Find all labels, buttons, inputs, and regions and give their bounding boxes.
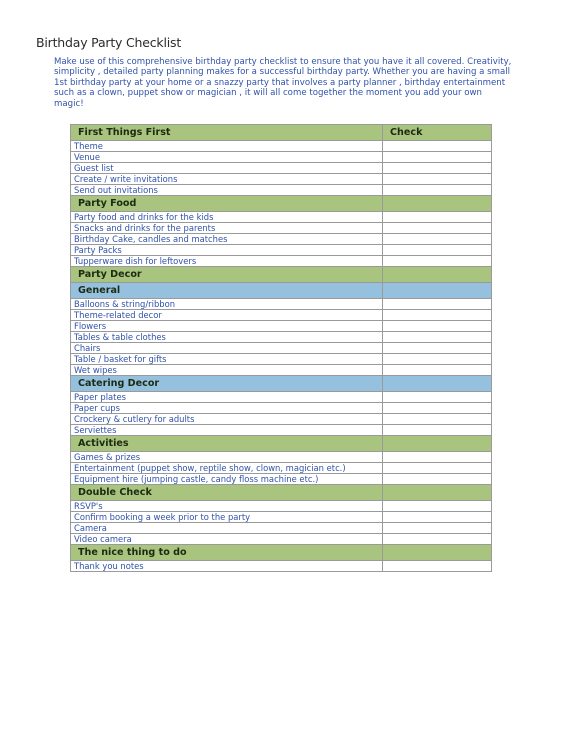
checklist-row	[71, 501, 492, 512]
check-column-header: Check	[383, 125, 492, 141]
section-check-cell	[383, 436, 492, 452]
check-cell[interactable]	[383, 365, 492, 376]
check-cell[interactable]	[383, 245, 492, 256]
checklist-row	[71, 392, 492, 403]
check-cell[interactable]	[383, 321, 492, 332]
checklist-row	[71, 365, 492, 376]
check-cell[interactable]	[383, 523, 492, 534]
checklist-row	[71, 561, 492, 572]
check-cell[interactable]	[383, 425, 492, 436]
section-header-row	[71, 196, 492, 212]
section-check-cell	[383, 545, 492, 561]
check-cell[interactable]	[383, 354, 492, 365]
section-check-cell	[383, 196, 492, 212]
check-cell[interactable]	[383, 392, 492, 403]
section-header-row	[71, 436, 492, 452]
checklist-table	[70, 124, 492, 572]
checklist-item: Paper cups	[71, 403, 383, 414]
checklist-row	[71, 523, 492, 534]
checklist-row	[71, 414, 492, 425]
check-cell[interactable]	[383, 256, 492, 267]
checklist-row	[71, 152, 492, 163]
check-cell[interactable]	[383, 141, 492, 152]
check-cell[interactable]	[383, 223, 492, 234]
checklist-item: Tupperware dish for leftovers	[71, 256, 383, 267]
check-cell[interactable]	[383, 463, 492, 474]
check-cell[interactable]	[383, 212, 492, 223]
check-cell[interactable]	[383, 299, 492, 310]
checklist-item: Party food and drinks for the kids	[71, 212, 383, 223]
checklist-row	[71, 332, 492, 343]
checklist-item: Wet wipes	[71, 365, 383, 376]
checklist-item: Camera	[71, 523, 383, 534]
check-cell[interactable]	[383, 512, 492, 523]
checklist-row	[71, 212, 492, 223]
check-cell[interactable]	[383, 414, 492, 425]
check-cell[interactable]	[383, 343, 492, 354]
checklist-row	[71, 321, 492, 332]
section-heading: Activities	[71, 436, 383, 452]
checklist-item: Confirm booking a week prior to the party	[71, 512, 383, 523]
checklist-item: Create / write invitations	[71, 174, 383, 185]
section-check-cell	[383, 376, 492, 392]
checklist-row	[71, 299, 492, 310]
section-heading: The nice thing to do	[71, 545, 383, 561]
checklist-item: Balloons & string/ribbon	[71, 299, 383, 310]
checklist-row	[71, 174, 492, 185]
checklist-item: Birthday Cake, candles and matches	[71, 234, 383, 245]
checklist-item: Snacks and drinks for the parents	[71, 223, 383, 234]
section-heading: General	[71, 283, 383, 299]
checklist-item: Paper plates	[71, 392, 383, 403]
checklist-row	[71, 512, 492, 523]
section-heading: Party Food	[71, 196, 383, 212]
section-check-cell	[383, 267, 492, 283]
checklist-item: Table / basket for gifts	[71, 354, 383, 365]
section-heading: Double Check	[71, 485, 383, 501]
page-title: Birthday Party Checklist	[36, 35, 182, 50]
checklist-item: Theme	[71, 141, 383, 152]
check-cell[interactable]	[383, 332, 492, 343]
checklist-row	[71, 223, 492, 234]
checklist-item: Tables & table clothes	[71, 332, 383, 343]
checklist-item: Equipment hire (jumping castle, candy floss machine etc.)	[71, 474, 383, 485]
check-cell[interactable]	[383, 152, 492, 163]
checklist-item: Flowers	[71, 321, 383, 332]
checklist-item: Send out invitations	[71, 185, 383, 196]
section-header-row	[71, 267, 492, 283]
checklist-item: Thank you notes	[71, 561, 383, 572]
check-cell[interactable]	[383, 474, 492, 485]
check-cell[interactable]	[383, 452, 492, 463]
check-cell[interactable]	[383, 234, 492, 245]
checklist-item: Guest list	[71, 163, 383, 174]
checklist-row	[71, 185, 492, 196]
intro-paragraph: Make use of this comprehensive birthday party checklist to ensure that you have it all covered. Creativity, simplicity , detailed party planning makes for a successful birthday party. Whether you are having a small 1st birthday party at your home or a snazzy party that involves a party planner , birthday entertainment such as a clown, puppet show or magician , it will all come together the moment you add your own magic!	[54, 57, 512, 109]
checklist-row	[71, 354, 492, 365]
checklist-row	[71, 234, 492, 245]
checklist-item: Serviettes	[71, 425, 383, 436]
checklist-row	[71, 163, 492, 174]
checklist-item: Games & prizes	[71, 452, 383, 463]
section-header-row	[71, 485, 492, 501]
check-cell[interactable]	[383, 561, 492, 572]
checklist-item: RSVP's	[71, 501, 383, 512]
section-heading: Party Decor	[71, 267, 383, 283]
check-cell[interactable]	[383, 174, 492, 185]
checklist-row	[71, 425, 492, 436]
checklist-row	[71, 534, 492, 545]
checklist-row	[71, 256, 492, 267]
section-header-row	[71, 125, 492, 141]
checklist-item: Video camera	[71, 534, 383, 545]
checklist-row	[71, 310, 492, 321]
section-heading: Catering Decor	[71, 376, 383, 392]
check-cell[interactable]	[383, 501, 492, 512]
checklist-item: Venue	[71, 152, 383, 163]
checklist-row	[71, 403, 492, 414]
checklist-row	[71, 245, 492, 256]
section-header-row	[71, 545, 492, 561]
section-header-row	[71, 376, 492, 392]
checklist-item: Theme-related decor	[71, 310, 383, 321]
checklist-row	[71, 474, 492, 485]
check-cell[interactable]	[383, 310, 492, 321]
check-cell[interactable]	[383, 534, 492, 545]
check-cell[interactable]	[383, 403, 492, 414]
check-cell[interactable]	[383, 185, 492, 196]
section-heading: First Things First	[71, 125, 383, 141]
section-check-cell	[383, 485, 492, 501]
checklist-row	[71, 452, 492, 463]
section-header-row	[71, 283, 492, 299]
checklist-row	[71, 343, 492, 354]
checklist-row	[71, 463, 492, 474]
checklist-item: Chairs	[71, 343, 383, 354]
checklist-item: Crockery & cutlery for adults	[71, 414, 383, 425]
check-cell[interactable]	[383, 163, 492, 174]
checklist-item: Party Packs	[71, 245, 383, 256]
checklist-row	[71, 141, 492, 152]
checklist-item: Entertainment (puppet show, reptile show, clown, magician etc.)	[71, 463, 383, 474]
section-check-cell	[383, 283, 492, 299]
